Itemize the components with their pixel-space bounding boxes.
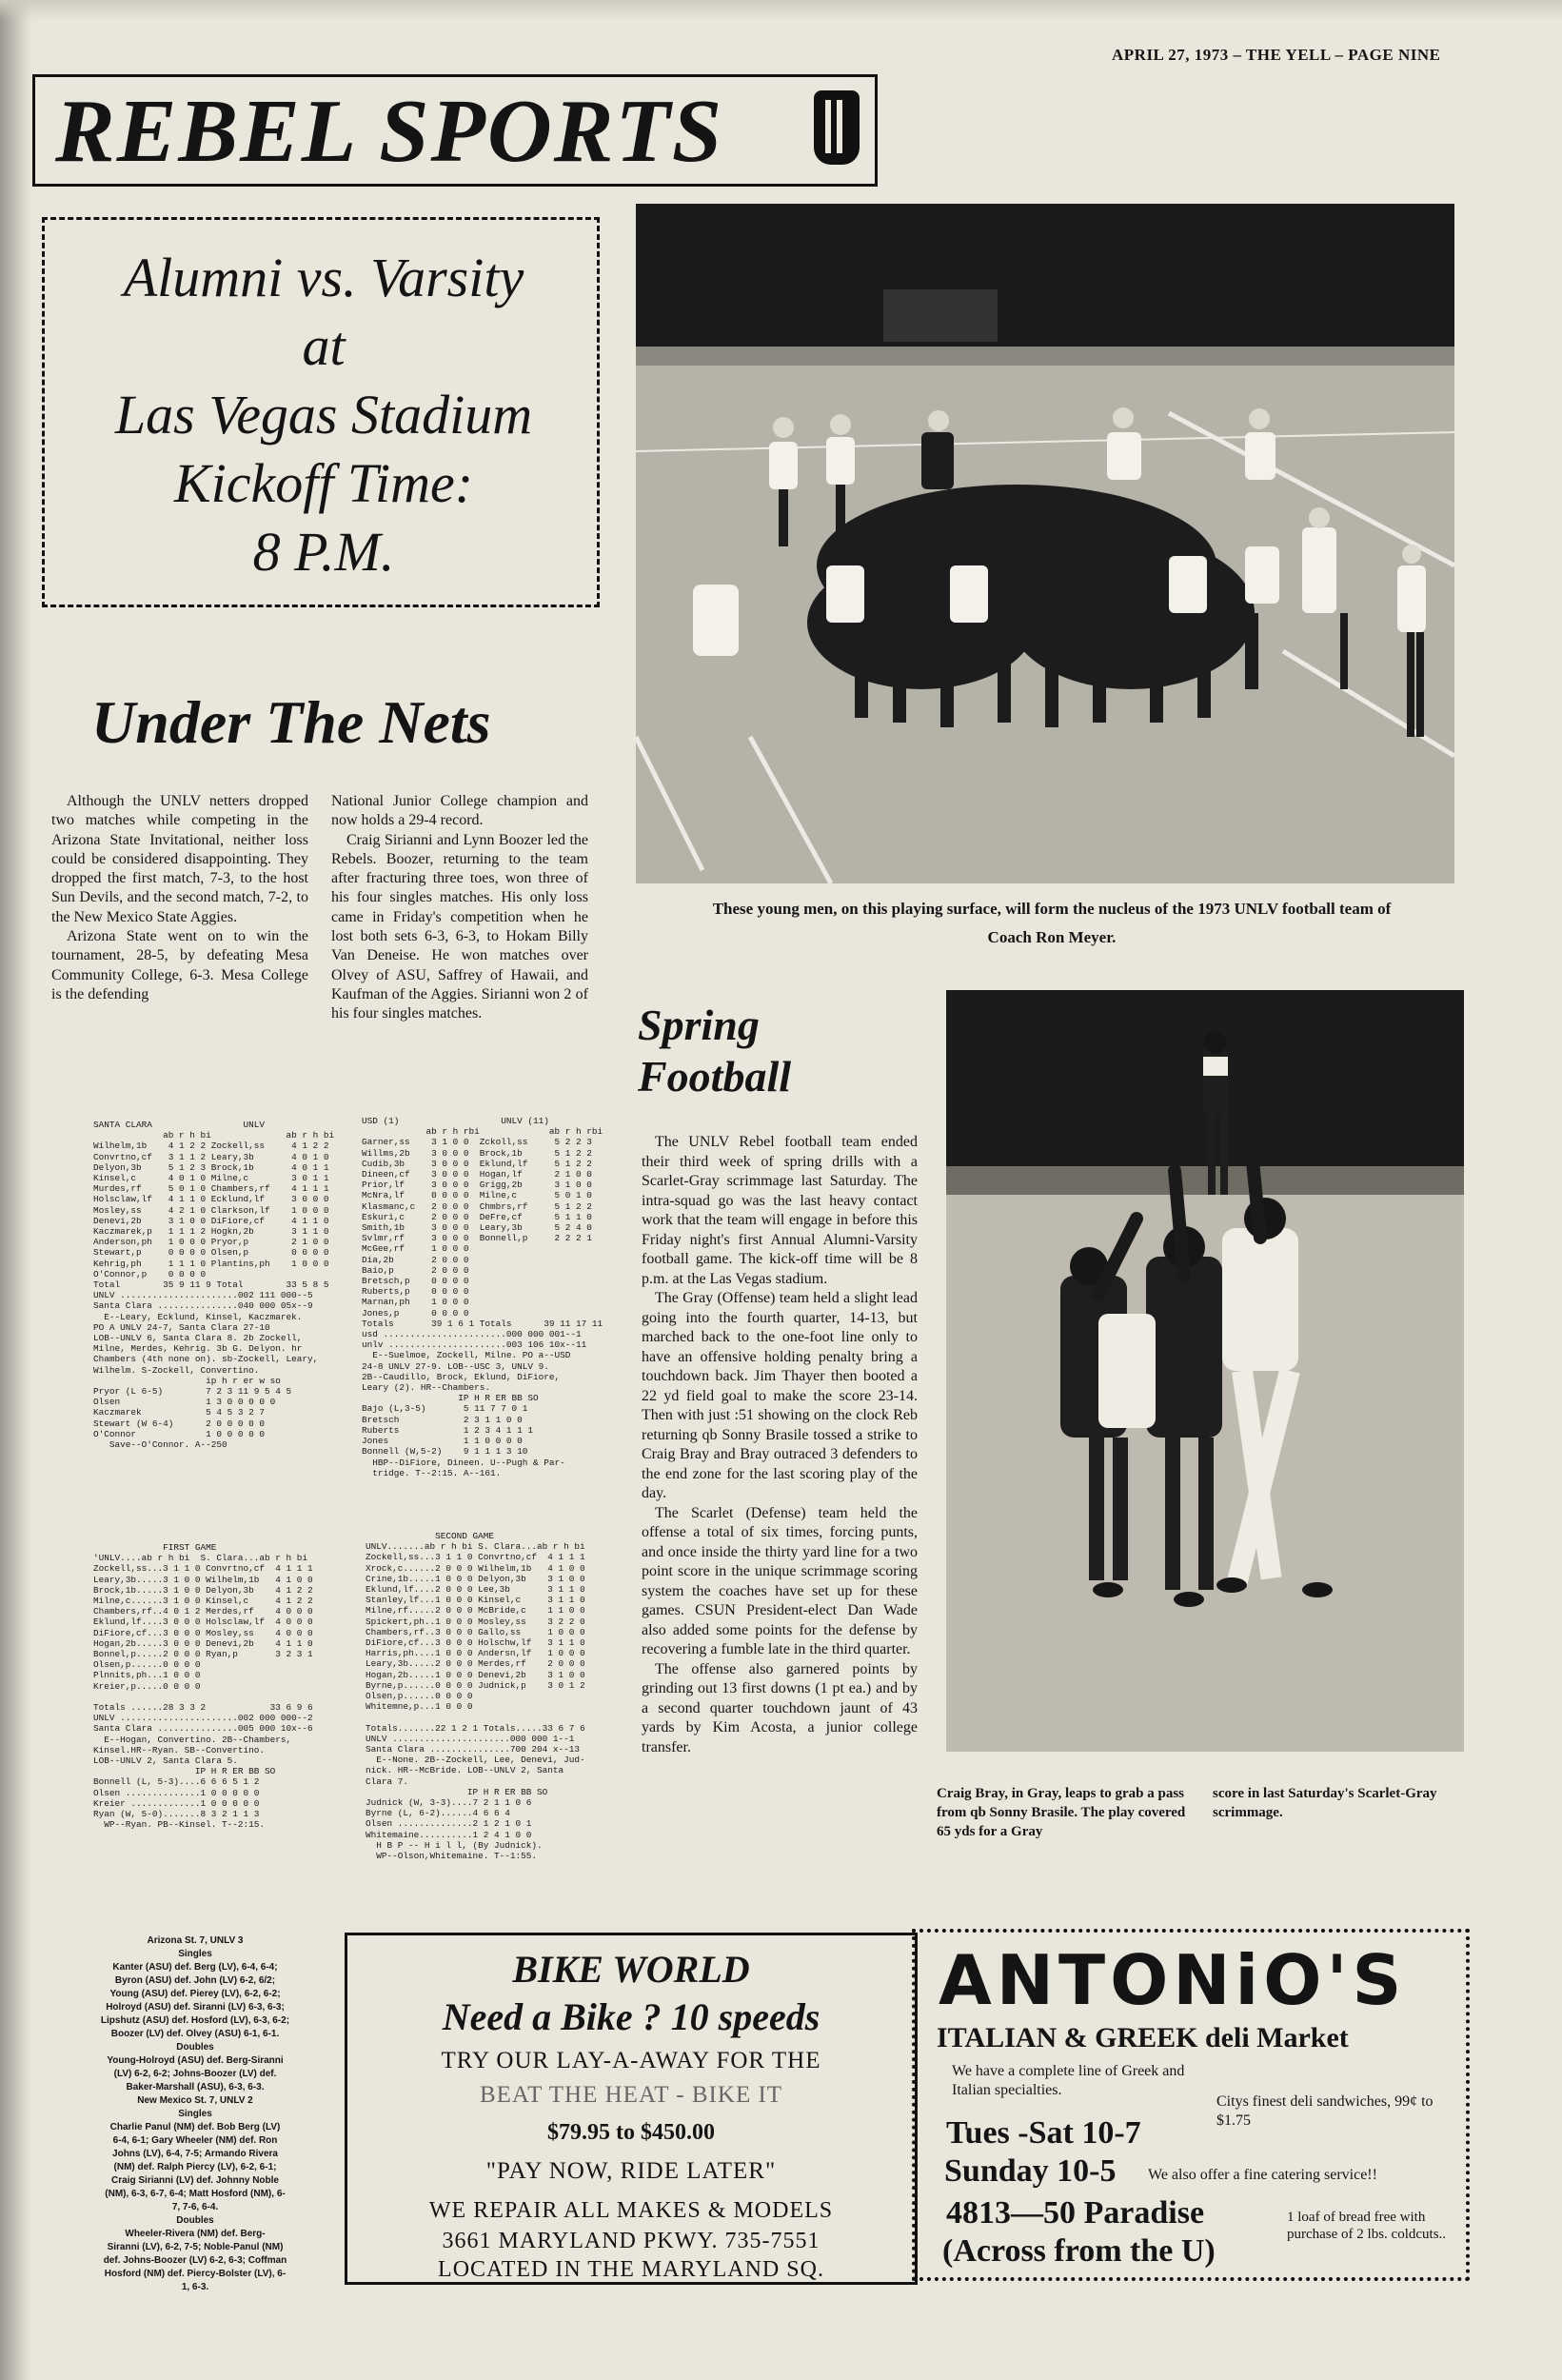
nets-paragraph: Arizona State went on to win the tournament, 28-5, by defeating Mesa Community College, 6-3. Mesa College is the defending xyxy=(51,928,308,1002)
antonios-deli: Citys finest deli sandwiches, 99¢ to $1.75 xyxy=(1216,2093,1433,2129)
bike-ad-location: LOCATED IN THE MARYLAND SQ. xyxy=(438,2257,824,2282)
antonios-blurb: We have a complete line of Greek and Italian specialties. xyxy=(952,2063,1185,2098)
bike-ad-price: $79.95 to $450.00 xyxy=(547,2120,715,2145)
antonios-promo: 1 loaf of bread free with purchase of 2 lbs. coldcuts.. xyxy=(1287,2210,1447,2242)
bike-ad-slogan: "PAY NOW, RIDE LATER" xyxy=(485,2158,777,2184)
antonios-hours-2: Sunday 10-5 xyxy=(944,2153,1117,2189)
spring-paragraph: The UNLV Rebel football team ended their third week of spring drills with a Scarlet-Gray scrimmage last Saturday. The intra-squad go was the last heavy contact work that the team will engage in before this Friday night's first Annual Alumni-Varsity football game. The kick-off time will be 8 p.m. at the Las Vegas stadium. xyxy=(642,1134,918,1287)
spring-paragraph: The Scarlet (Defense) team held the offense a total of six times, forcing punts, and once inside the thirty yard line for a two point score in the unique scrimmage scoring system the coaches have set up for these games. CSUN President-elect Dan Wade also added some points for the defense by recovering a fumble late in the third quarter. xyxy=(642,1504,918,1657)
photo-bottom-caption-right: score in last Saturday's Scarlet-Gray scrimmage. xyxy=(1213,1786,1437,1820)
scan-shadow xyxy=(0,0,32,2380)
glove-logo-icon xyxy=(814,90,860,165)
photo-bottom-caption-left: Craig Bray, in Gray, leaps to grab a pass from qb Sonny Brasile. The play covered 65 yds for a Gray xyxy=(937,1786,1186,1839)
antonios-directions: (Across from the U) xyxy=(942,2233,1216,2269)
antonios-logo: ANTONiO'S xyxy=(939,1940,1407,2020)
nets-column-1 xyxy=(51,792,308,1004)
antonios-catering: We also offer a fine catering service!! xyxy=(1148,2167,1377,2183)
bike-ad-headline: Need a Bike ? 10 speeds xyxy=(442,1995,821,2038)
tennis-results: Arizona St. 7, UNLV 3 Singles Kanter (ASU) def. Berg (LV), 6-4, 6-4; Byron (ASU) def. John (LV) 6-2, 6/2; Young (ASU) def. Pierey (LV), 6-2, 6-2; Holroyd (ASU) def. Siranni (LV) 6-3, 6-3; Lipshutz (ASU) def. Hosford (LV), 6-3, 6-2; Boozer (LV) def. Olvey (ASU) 6-1, 6-1. Doubles Young-Holroyd (ASU) def. Berg-Siranni (LV) 6-2, 6-2; Johns-Boozer (LV) def. Baker-Marshall (ASU), 6-3, 6-3. New Mexico St. 7, UNLV 2 Singles Charlie Panul (NM) def. Bob Berg (LV) 6-4, 6-1; Gary Wheeler (NM) def. Ron Johns (LV), 6-4, 7-5; Armando Rivera (NM) def. Ralph Piercy (LV), 6-2, 6-1; Craig Sirianni (LV) def. Johnny Noble (NM), 6-3, 6-7, 6-4; Matt Hosford (NM), 6- 7, 7-6, 6-4. Doubles Wheeler-Rivera (NM) def. Berg- Siranni (LV), 6-2, 7-5; Noble-Panul (NM) def. Johns-Boozer (LV) 6-2, 6-3; Coffman Hosford (NM) def. Piercy-Bolster (LV), 6- 1, 6-3. xyxy=(100,1935,290,2292)
bike-ad-address: 3661 MARYLAND PKWY. 735-7551 xyxy=(442,2229,821,2253)
antonios-subtitle: ITALIAN & GREEK deli Market xyxy=(937,2022,1349,2053)
antonios-hours-1: Tues -Sat 10-7 xyxy=(946,2115,1141,2151)
bike-ad-line-2: BEAT THE HEAT - BIKE IT xyxy=(479,2082,783,2108)
alumni-varsity-box xyxy=(42,217,600,607)
bike-ad-title: BIKE WORLD xyxy=(512,1948,750,1991)
alumni-line-2: at xyxy=(302,315,346,377)
pass-catch-photo xyxy=(946,990,1464,1752)
bike-world-ad xyxy=(345,1933,918,2285)
nets-column-2 xyxy=(331,792,588,1024)
nets-paragraph: Craig Sirianni and Lynn Boozer led the Rebels. Boozer, returning to the team after fracturing three toes, won three of his four singles matches. His only loss came in Friday's competition when he lost both sets 6-3, 6-3, to Hokam Billy Van Deneise. He won matches over Olvey of ASU, Saffrey of Hawaii, and Kaufman of the Aggies. Sirianni won 2 of his four singles matches. xyxy=(331,831,588,1022)
box-score-usd: USD (1) UNLV (11) ab r h rbi ab r h rbi Garner,ss 3 1 0 0 Zckoll,ss 5 2 2 3 Willms,2b 3 0 0 0 Brock,1b 5 1 2 2 Cudib,3b 3 0 0 0 Eklund,lf 5 1 2 2 Dineen,cf 3 0 0 0 Hogan,lf 2 1 0 0 Prior,lf 3 0 0 0 Grigg,2b 3 1 0 0 McNra,lf 0 0 0 0 Milne,c 5 0 1 0 Klasmanc,c 2 0 0 0 Chmbrs,rf 5 1 2 2 Eskuri,c 2 0 0 0 DeFre,cf 5 1 1 0 Smith,1b 3 0 0 0 Leary,3b 5 2 4 0 Svlmr,rf 3 0 0 0 Bonnell,p 2 2 2 1 McGee,rf 1 0 0 0 Dia,2b 2 0 0 0 Baio,p 2 0 0 0 Bretsch,p 0 0 0 0 Ruberts,p 0 0 0 0 Marnan,ph 1 0 0 0 Jones,p 0 0 0 0 Totals 39 1 6 1 Totals 39 11 17 11 usd .......................000 000 001--1 unlv ......................003 106 10x--11 E--Suelmoe, Zockell, Milne. PO a--USD 24-8 UNLV 27-9. LOB--USC 3, UNLV 9. 2B--Caudillo, Brock, Eklund, DiFiore, Leary (2). HR--Chambers. IP H R ER BB SO Bajo (L,3-5) 5 11 7 7 0 1 Bretsch 2 3 1 1 0 0 Ruberts 1 2 3 4 1 1 1 Jones 1 1 0 0 0 0 Bonnell (W,5-2) 9 1 1 1 3 10 HBP--DiFiore, Dineen. U--Pugh & Par- tridge. T--2:15. A--161. xyxy=(362,1116,603,1478)
spring-headline-line-1: Spring xyxy=(638,1001,760,1049)
antonios-address: 4813—50 Paradise xyxy=(946,2195,1205,2231)
alumni-line-5: 8 P.M. xyxy=(252,521,395,583)
bike-ad-line-1: TRY OUR LAY-A-AWAY FOR THE xyxy=(441,2048,821,2073)
spring-football-headline xyxy=(638,1000,791,1102)
spring-paragraph: The offense also garnered points by grinding out 13 first downs (1 pt ea.) and by a second quarter touchdown jaunt of 43 yards by Kim Acosta, a junior college transfer. xyxy=(642,1660,918,1755)
masthead-title: REBEL SPORTS xyxy=(55,82,724,181)
page-folio: APRIL 27, 1973 – THE YELL – PAGE NINE xyxy=(1112,46,1441,64)
box-score-second-game: SECOND GAME UNLV.......ab r h bi S. Clara...ab r h bi Zockell,ss...3 1 1 0 Convrtno,cf 4 1 1 1 Xrock,c......2 0 0 0 Wilhelm,1b 4 1 0 0 Crine,1b.....1 0 0 0 Delyon,3b 3 1 0 0 Eklund,lf....2 0 0 0 Lee,3b 3 1 1 0 Stanley,lf...1 0 0 0 Kinsel,c 3 1 1 0 Milne,rf.....2 0 0 0 McBride,c 1 1 0 0 Spickert,ph..1 0 0 0 Mosley,ss 3 2 2 0 Chambers,rf..3 0 0 0 Gallo,ss 1 0 0 0 DiFiore,cf...3 0 0 0 Holschw,lf 3 1 1 0 Harris,ph....1 0 0 0 Andersn,lf 1 0 0 0 Leary,3b.....2 0 0 0 Merdes,rf 2 0 0 0 Hogan,2b.....1 0 0 0 Denevi,2b 3 1 0 0 Byrne,p......0 0 0 0 Judnick,p 3 0 1 2 Olsen,p......0 0 0 0 Whitemne,p...1 0 0 0 Totals.......22 1 2 1 Totals.....33 6 7 6 UNLV ......................000 000 1--1 Santa Clara ...............700 204 x--13 E--None. 2B--Zockell, Lee, Denevi, Jud- nick. HR--McBride. LOB--UNLV 2, Santa Clara 7. IP H R ER BB SO Judnick (W, 3-3)....7 2 1 1 0 6 Byrne (L, 6-2)......4 6 6 4 Olsen ..............2 1 2 1 0 1 Whitemaine..........1 2 4 1 0 0 H B P -- H i l l, (By Judnick). WP--Olson,Whitemaine. T--1:55. xyxy=(366,1531,585,1862)
nets-paragraph: National Junior College champion and now holds a 29-4 record. xyxy=(331,793,588,829)
scan-shadow-top xyxy=(0,0,1562,21)
photo-top-caption: These young men, on this playing surface, will form the nucleus of the 1973 UNLV football team of Coach Ron Meyer. xyxy=(712,900,1392,946)
alumni-line-1: Alumni vs. Varsity xyxy=(123,247,524,308)
spring-paragraph: The Gray (Offense) team held a slight lead going into the fourth quarter, 14-13, but marched back to the one-foot line only to have an offensive holding penalty bring a touchdown back. Jim Thayer then booted a 22 yd field goal to make the score 23-14. Then with just :51 showing on the clock Reb returning qb Sonny Brasile tossed a strike to Craig Bray and Bray outraced 3 defenders to the end zone for the last scoring play of the day. xyxy=(642,1290,918,1501)
team-huddle-photo xyxy=(636,204,1454,883)
box-score-santa-clara: SANTA CLARA UNLV ab r h bi ab r h bi Wilhelm,1b 4 1 2 2 Zockell,ss 4 1 2 2 Convrtno,cf 3 1 1 2 Leary,3b 4 0 1 0 Delyon,3b 5 1 2 3 Brock,1b 4 0 1 1 Kinsel,c 4 0 1 0 Milne,c 3 0 1 1 Murdes,rf 5 0 1 0 Chambers,rf 4 1 1 1 Holsclaw,lf 4 1 1 0 Ecklund,lf 3 0 0 0 Mosley,ss 4 2 1 0 Clarkson,lf 1 0 0 0 Denevi,2b 3 1 0 0 DiFiore,cf 4 1 1 0 Kaczmarek,p 1 1 1 2 Hogkn,2b 3 1 1 0 Anderson,ph 1 0 0 0 Pryor,p 2 1 0 0 Stewart,p 0 0 0 0 Olsen,p 0 0 0 0 Kehrig,ph 1 1 1 0 Plantins,ph 1 0 0 0 O'Connor,p 0 0 0 0 Total 35 9 11 9 Total 33 5 8 5 UNLV ......................002 111 000--5 Santa Clara ...............040 000 05x--9 E--Leary, Ecklund, Kinsel, Kaczmarek. PO A UNLV 24-7, Santa Clara 27-10 LOB--UNLV 6, Santa Clara 8. 2b Zockell, Milne, Merdes, Kehrig. 3b G. Delyon. hr Chambers (4th none on). sb-Zockell, Leary, Wilhelm. S-Zockell, Convertino. ip h r er w so Pryor (L 6-5) 7 2 3 11 9 5 4 5 Olsen 1 3 0 0 0 0 0 Kaczmarek 5 4 5 3 2 7 Stewart (W 6-4) 2 0 0 0 0 0 O'Connor 1 0 0 0 0 0 Save--O'Connor. A--250 xyxy=(93,1120,335,1451)
spring-headline-line-2: Football xyxy=(638,1052,792,1101)
under-the-nets-headline: Under The Nets xyxy=(91,688,491,756)
bike-ad-service: WE REPAIR ALL MAKES & MODELS xyxy=(428,2198,834,2223)
alumni-line-3: Las Vegas Stadium xyxy=(114,384,533,446)
alumni-line-4: Kickoff Time: xyxy=(173,452,474,514)
spring-football-article xyxy=(642,1133,918,1757)
box-score-first-game: FIRST GAME 'UNLV....ab r h bi S. Clara...ab r h bi Zockell,ss...3 1 1 0 Convrtno,cf 4 1 1 1 Leary,3b.....3 1 0 0 Wilhelm,1b 4 1 0 0 Brock,1b.....3 1 0 0 Delyon,3b 4 1 2 2 Milne,c......3 1 0 0 Kinsel,c 4 1 2 2 Chambers,rf..4 0 1 2 Merdes,rf 4 0 0 0 Eklund,lf....3 0 0 0 Holsclaw,lf 4 0 0 0 DiFiore,cf...3 0 0 0 Mosley,ss 4 0 0 0 Hogan,2b.....3 0 0 0 Denevi,2b 4 1 1 0 Bonnel,p.....2 0 0 0 Ryan,p 3 2 3 1 Olsen,p......0 0 0 0 Plnnits,ph...1 0 0 0 Kreier,p.....0 0 0 0 Totals ......28 3 3 2 33 6 9 6 UNLV ......................002 000 000--2 Santa Clara ...............005 000 10x--6 E--Hogan, Convertino. 2B--Chambers, Kinsel.HR--Ryan. SB--Convertino. LOB--UNLV 2, Santa Clara 5. IP H R ER BB SO Bonnell (L, 5-3)....6 6 6 5 1 2 Olsen ..............1 0 0 0 0 0 Kreier .............1 0 0 0 0 0 Ryan (W, 5-0).......8 3 2 1 1 3 WP--Ryan. PB--Kinsel. T--2:15. xyxy=(93,1542,313,1831)
nets-paragraph: Although the UNLV netters dropped two matches while competing in the Arizona State Invitational, neither loss could be considered disappointing. They dropped the first match, 7-3, to the host Sun Devils, and the second match, 7-2, to the New Mexico State Aggies. xyxy=(51,793,308,925)
